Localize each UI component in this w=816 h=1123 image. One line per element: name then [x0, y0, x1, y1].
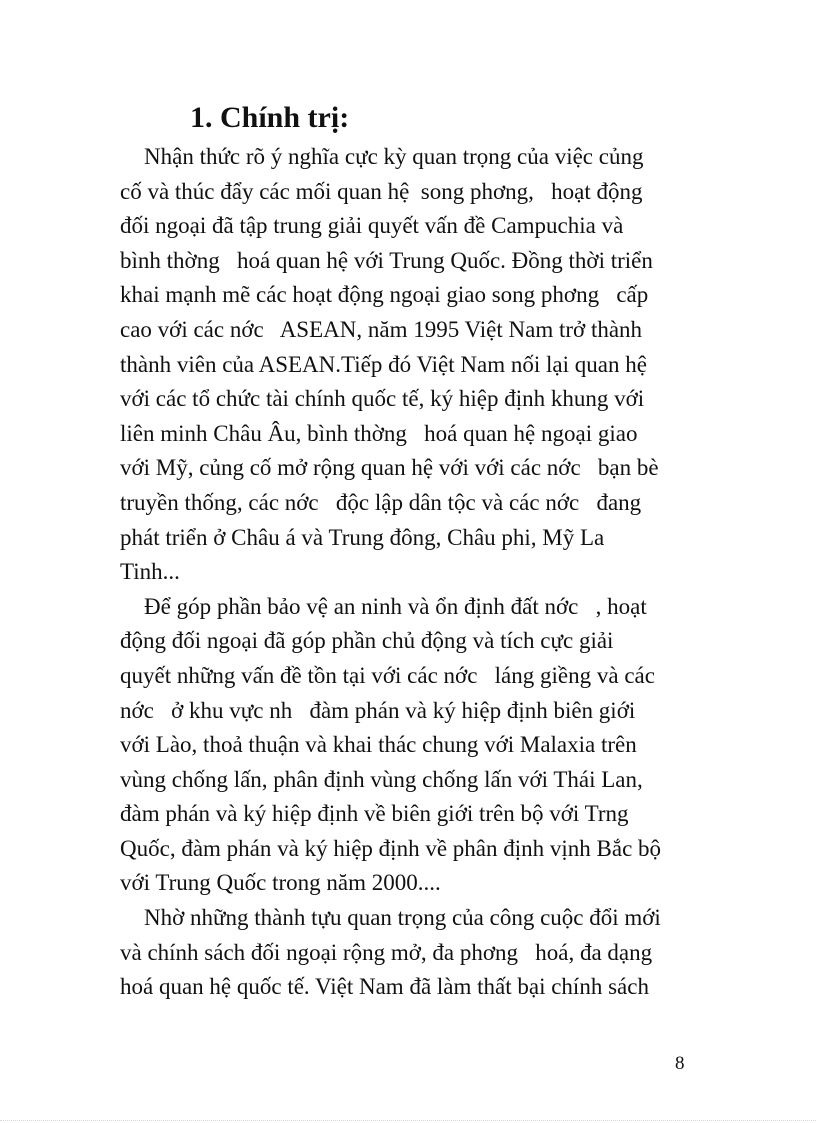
- text-line: truyền thống, các nớc độc lập dân tộc và các nớc đang: [120, 489, 642, 515]
- text-line: và chính sách đối ngoại rộng mở, đa phơng hoá, đa dạng: [120, 939, 653, 965]
- text-line: Quốc, đàm phán và ký hiệp định về phân định vịnh Bắc bộ: [120, 835, 662, 861]
- text-line: với các tổ chức tài chính quốc tế, ký hiệp định khung với: [120, 386, 645, 412]
- text-line: động đối ngoại đã góp phần chủ động và tích cực giải: [120, 628, 614, 654]
- text-line: với Trung Quốc trong năm 2000....: [120, 870, 441, 896]
- body-text: [120, 140, 680, 1005]
- text-line: khai mạnh mẽ các hoạt động ngoại giao song phơng cấp: [120, 282, 649, 308]
- text-line: liên minh Châu Âu, bình thờng hoá quan hệ ngoại giao: [120, 420, 638, 446]
- text-line: hoá quan hệ quốc tế. Việt Nam đã làm thất bại chính sách: [120, 974, 649, 1000]
- text-line: thành viên của ASEAN.Tiếp đó Việt Nam nối lại quan hệ: [120, 351, 647, 377]
- text-line: quyết những vấn đề tồn tại với các nớc láng giềng và các: [120, 662, 655, 688]
- text-line: phát triển ở Châu á và Trung đông, Châu phi, Mỹ La: [120, 524, 605, 550]
- text-line: với Mỹ, củng cố mở rộng quan hệ với với các nớc bạn bè: [120, 455, 659, 481]
- text-line: Tinh...: [120, 559, 180, 585]
- page-bottom-divider: [0, 1120, 816, 1121]
- text-line: với Lào, thoả thuận và khai thác chung với Malaxia trên: [120, 732, 637, 758]
- text-line: cố và thúc đẩy các mối quan hệ song phơng, hoạt động: [120, 178, 643, 204]
- text-line: đối ngoại đã tập trung giải quyết vấn đề Campuchia và: [120, 213, 624, 239]
- page-number: 8: [675, 1053, 685, 1074]
- text-line: cao với các nớc ASEAN, năm 1995 Việt Nam trở thành: [120, 316, 643, 342]
- text-line: Nhận thức rõ ý nghĩa cực kỳ quan trọng của việc củng: [144, 144, 644, 169]
- text-line: Để góp phần bảo vệ an ninh và ổn định đất nớc , hoạt: [144, 593, 647, 619]
- text-line: nớc ở khu vực nh đàm phán và ký hiệp định biên giới: [120, 697, 636, 723]
- section-heading: 1. Chính trị:: [190, 101, 350, 134]
- text-line: Nhờ những thành tựu quan trọng của công cuộc đổi mới: [144, 905, 661, 931]
- text-line: vùng chống lấn, phân định vùng chống lấn với Thái Lan,: [120, 766, 643, 792]
- text-line: đàm phán và ký hiệp định về biên giới trên bộ với Trng: [120, 801, 629, 827]
- text-line: bình thờng hoá quan hệ với Trung Quốc. Đồng thời triển: [120, 247, 653, 273]
